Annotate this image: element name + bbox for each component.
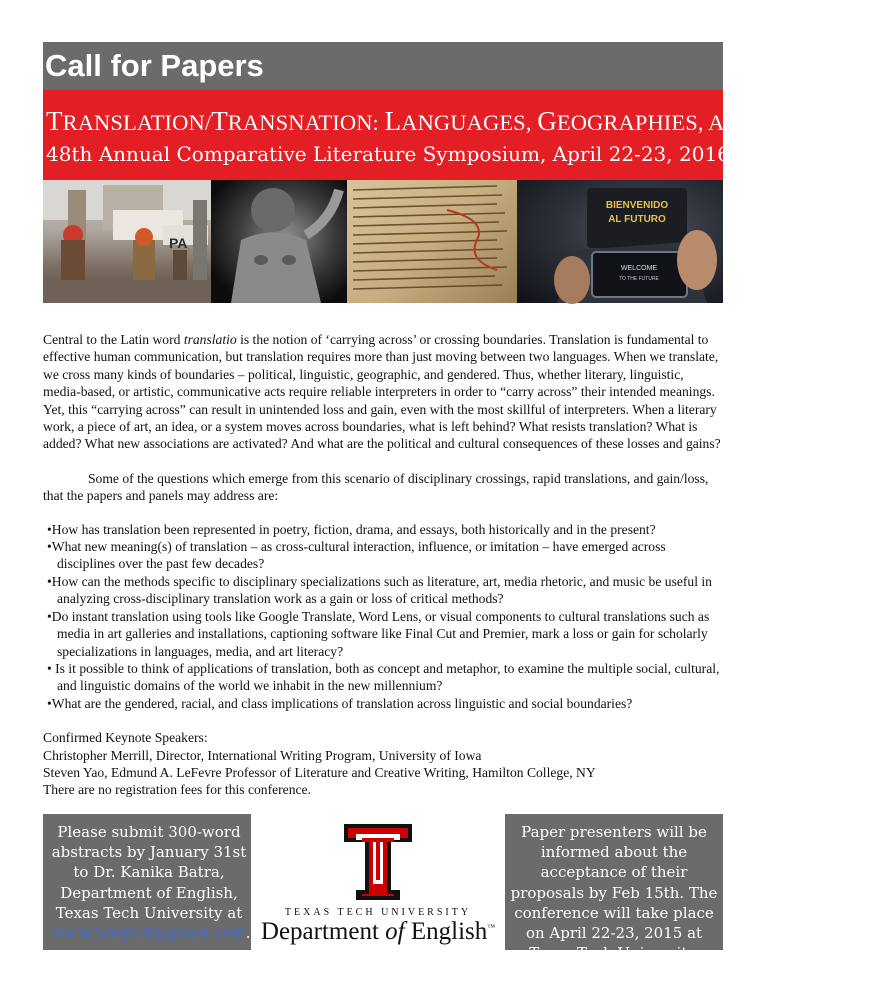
submission-instructions bbox=[51, 822, 251, 943]
keynote-speaker: Steven Yao, Edmund A. LeFevre Professor of Literature and Creative Writing, Hamilton College, NY bbox=[43, 764, 596, 780]
translation-app-photo bbox=[517, 180, 723, 303]
keynote-speaker: Christopher Merrill, Director, International Writing Program, University of Iowa bbox=[43, 747, 482, 763]
notification-info: Paper presenters will be informed about the acceptance of their proposals by Feb 15th. The conference will take place on April 22-23, 2015 at Texas Tech University, Lubbock. bbox=[510, 823, 718, 983]
logo-dept-a: Department bbox=[260, 918, 386, 945]
double-t-logo-icon bbox=[251, 814, 505, 906]
intro-text-a: Central to the Latin word bbox=[43, 332, 184, 347]
logo-department-name bbox=[251, 918, 505, 946]
logo-dept-b: English bbox=[404, 918, 488, 945]
submission-text: Please submit 300-word abstracts by January 31st to Dr. Kanika Batra, Department of English, Texas Tech University at bbox=[51, 823, 247, 922]
title-cap: T bbox=[211, 106, 228, 136]
title-cap: G bbox=[762, 106, 783, 136]
intro-text-b: is the notion of ‘carrying across’ or crossing boundaries. Translation is fundamental to effective human communication, but translation requires more than just moving between two languages. When we translate, we cross many kinds of boundaries – political, linguistic, geographic, and gendered. Thus, whether literary, linguistic, media-based, or artistic, communicative acts require reliable interpreters in order to “carry across” their intended meanings. Yet, this “carrying across” can result in unintended loss and gain, even with the most skillful of interpreters. When a literary work, a piece of art, an idea, or a system moves across boundaries, what is left behind? What resists translation? What is added? What new associations are activated? And what are the political and cultural consequences of these losses and gains? bbox=[43, 332, 721, 452]
translatio-word: translatio bbox=[183, 332, 237, 347]
pa-sign-text: PA bbox=[169, 235, 188, 251]
question-item: •Do instant translation using tools like Google Translate, Word Lens, or visual components to cultural translations such as media in art galleries and installations, captioning software like Final Cut and Premier, mark a loss or gain for scholarly specializations in languages, media, and art literacy? bbox=[47, 608, 710, 659]
title-cap: L bbox=[384, 106, 402, 136]
translation-app-illustration bbox=[517, 180, 723, 303]
footer-panel bbox=[43, 814, 723, 983]
photo-strip bbox=[43, 180, 723, 303]
title-word: RANSNATION: bbox=[227, 110, 385, 135]
question-item: • Is it possible to think of applications of translation, both as concept and metaphor, to examine the multiple social, cultural, and linguistic domains of the world we inhabit in the new millennium? bbox=[47, 660, 720, 694]
title-word: ANGUAGES, bbox=[401, 110, 538, 135]
logo-dept-of: of bbox=[385, 918, 405, 945]
texas-tech-english-logo bbox=[251, 814, 505, 950]
header-label: Call for Papers bbox=[45, 48, 264, 83]
bienvenido-text: BIENVENIDO bbox=[605, 200, 669, 211]
cfp-body bbox=[43, 331, 723, 799]
intro-paragraph bbox=[43, 331, 723, 453]
email-suffix: . bbox=[245, 924, 251, 943]
question-item: •How has translation been represented in poetry, fiction, drama, and essays, both historically and in the present? bbox=[47, 521, 656, 537]
portrait-illustration bbox=[211, 180, 347, 303]
border-ceremony-photo bbox=[43, 180, 211, 303]
title-band bbox=[43, 90, 871, 180]
al-futuro-text: AL FUTURO bbox=[608, 214, 666, 225]
symposium-title bbox=[46, 106, 871, 136]
contact-email-link[interactable]: TechCompLit@gmail.com bbox=[51, 924, 246, 943]
title-word: EOGRAPHIES, AND bbox=[556, 110, 763, 135]
keynote-heading: Confirmed Keynote Speakers: bbox=[43, 730, 208, 746]
questions-list bbox=[43, 521, 723, 712]
question-item: •What are the gendered, racial, and class implications of translation across linguistic and social boundaries? bbox=[47, 695, 633, 711]
keynote-section bbox=[43, 729, 723, 781]
question-item: •How can the methods specific to disciplinary specializations such as literature, art, media rhetoric, and music be useful in analyzing cross-disciplinary translation work as a gain or loss of critical methods? bbox=[47, 573, 712, 607]
questions-intro: Some of the questions which emerge from this scenario of disciplinary crossings, rapid translations, and gain/loss, that the papers and panels may address are: bbox=[43, 470, 709, 504]
title-cap: G bbox=[537, 106, 557, 136]
title-cap: T bbox=[46, 106, 63, 136]
trademark-mark: ™ bbox=[487, 922, 496, 932]
manuscript-illustration bbox=[347, 180, 517, 303]
welcome-text: WELCOME bbox=[620, 265, 658, 272]
symposium-subtitle: 48th Annual Comparative Literature Symposium, April 22-23, 2016 bbox=[46, 142, 730, 166]
flyer bbox=[43, 42, 871, 799]
title-word: RANSLATION/ bbox=[62, 110, 212, 135]
call-for-papers-header bbox=[43, 42, 723, 90]
portrait-photo bbox=[211, 180, 347, 303]
manuscript-photo bbox=[347, 180, 517, 303]
to-the-future-text: TO THE FUTURE bbox=[619, 276, 659, 282]
border-ceremony-illustration bbox=[43, 180, 211, 303]
registration-fees-note: There are no registration fees for this conference. bbox=[43, 782, 311, 798]
logo-university-name: TEXAS TECH UNIVERSITY bbox=[284, 907, 472, 918]
title-word: ENDERS bbox=[782, 110, 871, 135]
question-item: •What new meaning(s) of translation – as cross-cultural interaction, influence, or imitation – have emerged across disciplines over the past few decades? bbox=[47, 539, 666, 572]
